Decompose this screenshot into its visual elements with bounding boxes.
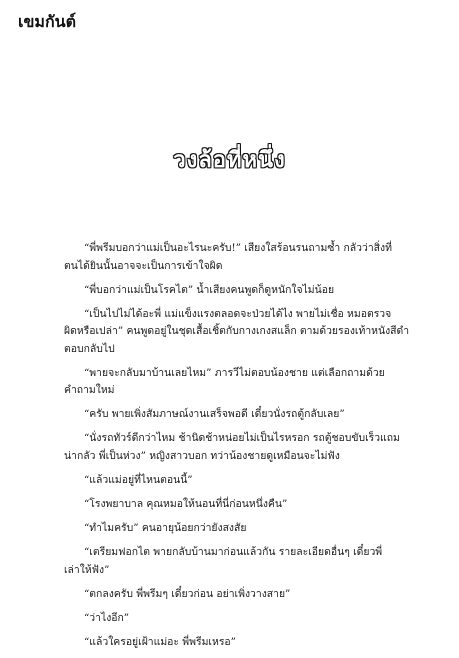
body-text [64,240,420,658]
paragraph-line: “พายจะกลับมาบ้านเลยไหม” ภารวีไม่ตอบน้องชาย แต่เลือกถามด้วย [84,366,385,379]
paragraph-line: “พี่บอกว่าแม่เป็นโรคไต” น้ำเสียงคนพูดก็ดูหนักใจไม่น้อย [84,283,335,296]
paragraph [64,406,420,424]
paragraph-line: ตนได้ยินนั้นอาจจะเป็นการเข้าใจผิด [64,259,223,272]
paragraph [64,634,420,652]
paragraph-line: “แล้วแม่อยู่ที่ไหนตอนนี้” [84,474,193,487]
paragraph [64,610,420,628]
paragraph-line: “แล้วใครอยู่เฝ้าแม่อะ พี่พรีมเหรอ” [84,636,236,649]
paragraph [64,586,420,604]
paragraph [64,520,420,538]
paragraph-line: ผิดหรือเปล่า” คนพูดอยู่ในชุดเสื้อเชิ้ตกับกางเกงสแล็ก ตามด้วยรองเท้าหนังสีดำ [64,325,410,338]
paragraph-line: “พี่พรีมบอกว่าแม่เป็นอะไรนะครับ!” เสียงใสร้อนรนถามซ้ำ กลัวว่าสิ่งที่ [84,242,392,254]
paragraph [64,496,420,514]
paragraph-line: “เป็นไปไม่ได้อะพี่ แม่แข็งแรงตลอดจะป่วยได้ไง พายไม่เชื่อ หมอตรวจ [84,307,392,320]
paragraph-line: “ตกลงครับ พี่พรีมๆ เดี๋ยวก่อน อย่าเพิ่งวางสาย” [84,587,291,600]
paragraph-line: “เตรียมฟอกไต พายกลับบ้านมาก่อนแล้วกัน รายละเอียดอื่นๆ เดี๋ยวพี่ [84,546,383,559]
paragraph [64,306,420,359]
paragraph-line: “ว่าไงอีก” [84,612,130,625]
chapter-title: วงล้อที่หนึ่ง [173,148,286,173]
paragraph-line: คำถามใหม่ [64,384,115,397]
paragraph-line: ตอบกลับไป [64,342,115,355]
paragraph-line: “ครับ พายเพิ่งสัมภาษณ์งานเสร็จพอดี เดี๋ยวนั่งรถตู้กลับเลย” [84,408,345,421]
running-head: เขมกันต์ [18,12,76,31]
paragraph [64,544,420,579]
paragraph-line: “ทำไมครับ” คนอายุน้อยกว่ายังสงสัย [84,522,247,535]
paragraph [64,282,420,300]
paragraph [64,472,420,490]
paragraph-line: “นั่งรถทัวร์ดีกว่าไหม ช้านิดช้าหน่อยไม่เป็นไรหรอก รถตู้ชอบขับเร็วแถม [84,432,400,445]
paragraph-line: “โรงพยาบาล คุณหมอให้นอนที่นี่ก่อนหนึ่งคืน” [84,498,288,511]
paragraph-line: เล่าให้ฟัง” [64,563,110,576]
paragraph [64,365,420,400]
paragraph-line: น่ากลัว พี่เป็นห่วง” หญิงสาวบอก ทว่าน้องชายดูเหมือนจะไม่ฟัง [64,449,340,462]
paragraph [64,430,420,465]
paragraph [64,240,420,275]
